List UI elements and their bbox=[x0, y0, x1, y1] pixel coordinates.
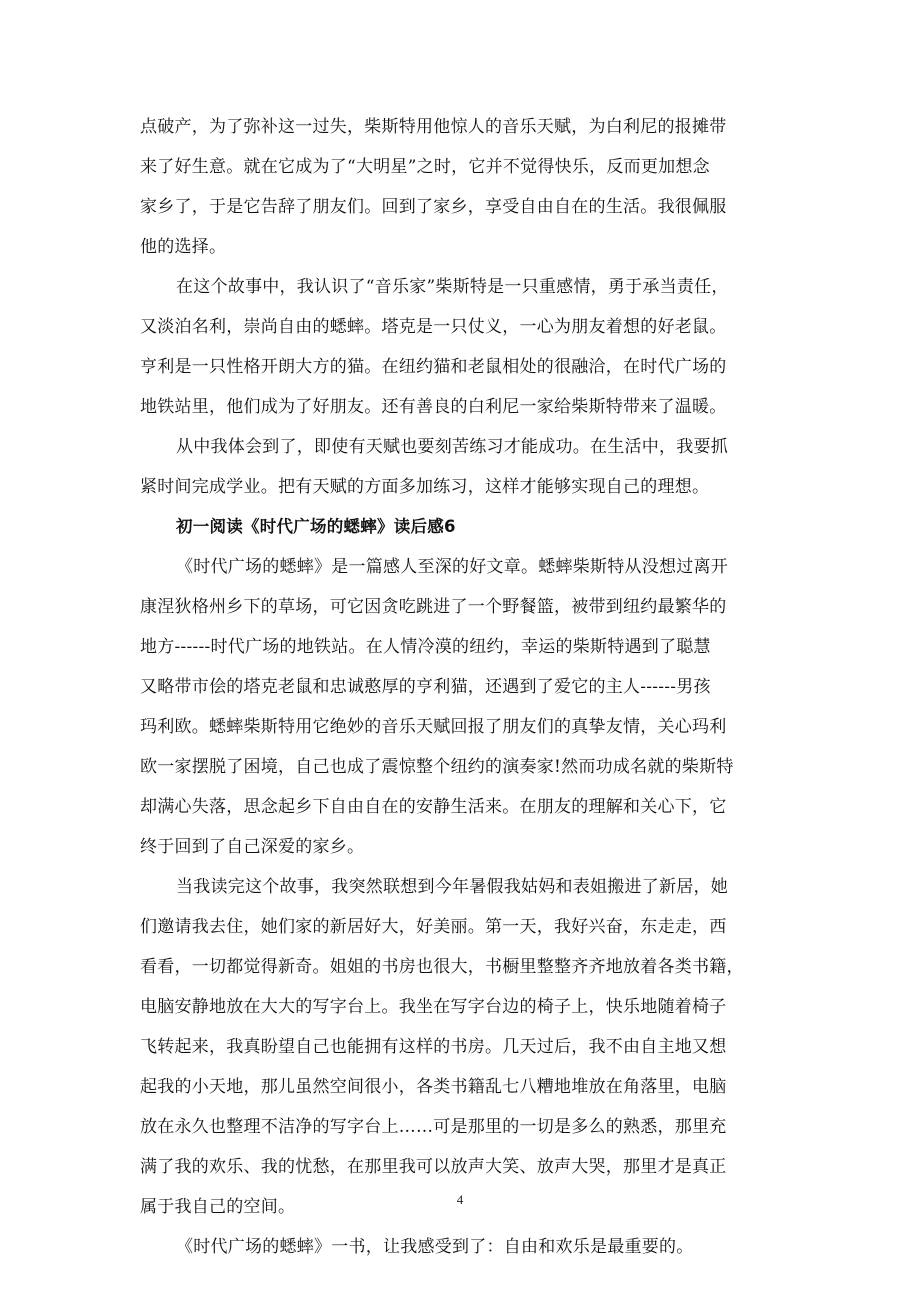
paragraph-line: 满了我的欢乐、我的忧愁，在那里我可以放声大笑、放声大哭，那里才是真正 bbox=[140, 1157, 727, 1177]
paragraph-line: 紧时间完成学业。把有天赋的方面多加练习，这样才能够实现自己的理想。 bbox=[140, 477, 710, 497]
paragraph-line: 欧一家摆脱了困境，自己也成了震惊整个纽约的演奏家!然而功成名就的柴斯特 bbox=[140, 757, 734, 777]
paragraph-line: 又略带市侩的塔克老鼠和忠诚憨厚的亨利猫，还遇到了爱它的主人------男孩 bbox=[140, 677, 711, 697]
paragraph-line: 地铁站里，他们成为了好朋友。还有善良的白利尼一家给柴斯特带来了温暖。 bbox=[140, 397, 727, 417]
paragraph-line: 属于我自己的空间。 bbox=[140, 1197, 296, 1217]
paragraph-line: 放在永久也整理不洁净的写字台上……可是那里的一切是多么的熟悉，那里充 bbox=[140, 1117, 727, 1137]
paragraph-line: 他的选择。 bbox=[140, 237, 227, 257]
essay-body bbox=[140, 107, 780, 1267]
paragraph-line: 玛利欧。蟋蟀柴斯特用它绝妙的音乐天赋回报了朋友们的真挚友情，关心玛利 bbox=[140, 717, 727, 737]
paragraph-line: 飞转起来，我真盼望自己也能拥有这样的书房。几天过后，我不由自主地又想 bbox=[140, 1037, 727, 1057]
paragraph-line: 们邀请我去住，她们家的新居好大，好美丽。第一天，我好兴奋，东走走，西 bbox=[140, 917, 727, 937]
page-number: 4 bbox=[456, 1192, 464, 1207]
paragraph-line: 终于回到了自己深爱的家乡。 bbox=[140, 837, 365, 857]
paragraph-line: 《时代广场的蟋蟀》一书，让我感受到了：自由和欢乐是最重要的。 bbox=[176, 1237, 694, 1257]
paragraph-line: 点破产，为了弥补这一过失，柴斯特用他惊人的音乐天赋，为白利尼的报摊带 bbox=[140, 117, 727, 137]
paragraph-line: 在这个故事中，我认识了“音乐家”柴斯特是一只重感情，勇于承当责任， bbox=[176, 277, 729, 297]
section-heading: 初一阅读《时代广场的蟋蟀》读后感6 bbox=[176, 517, 456, 536]
paragraph-line: 又淡泊名利，崇尚自由的蟋蟀。塔克是一只仗义，一心为朋友着想的好老鼠。 bbox=[140, 317, 727, 337]
paragraph-line: 看看，一切都觉得新奇。姐姐的书房也很大，书橱里整整齐齐地放着各类书籍， bbox=[140, 957, 744, 977]
paragraph-line: 来了好生意。就在它成为了“大明星”之时，它并不觉得快乐，反而更加想念 bbox=[140, 157, 710, 177]
paragraph-line: 起我的小天地，那儿虽然空间很小，各类书籍乱七八糟地堆放在角落里，电脑 bbox=[140, 1077, 727, 1097]
paragraph-line: 当我读完这个故事，我突然联想到今年暑假我姑妈和表姐搬进了新居，她 bbox=[176, 877, 728, 897]
paragraph-line: 却满心失落，思念起乡下自由自在的安静生活来。在朋友的理解和关心下，它 bbox=[140, 797, 727, 817]
paragraph-line: 《时代广场的蟋蟀》是一篇感人至深的好文章。蟋蟀柴斯特从没想过离开 bbox=[176, 557, 728, 577]
paragraph-line: 电脑安静地放在大大的写字台上。我坐在写字台边的椅子上，快乐地随着椅子 bbox=[140, 997, 727, 1017]
paragraph-line: 康涅狄格州乡下的草场，可它因贪吃跳进了一个野餐篮，被带到纽约最繁华的 bbox=[140, 597, 727, 617]
paragraph-line: 地方------时代广场的地铁站。在人情冷漠的纽约，幸运的柴斯特遇到了聪慧 bbox=[140, 637, 711, 657]
paragraph-line: 亨利是一只性格开朗大方的猫。在纽约猫和老鼠相处的很融洽，在时代广场的 bbox=[140, 357, 727, 377]
paragraph-line: 家乡了，于是它告辞了朋友们。回到了家乡，享受自由自在的生活。我很佩服 bbox=[140, 197, 727, 217]
paragraph-line: 从中我体会到了，即使有天赋也要刻苦练习才能成功。在生活中，我要抓 bbox=[176, 437, 728, 457]
